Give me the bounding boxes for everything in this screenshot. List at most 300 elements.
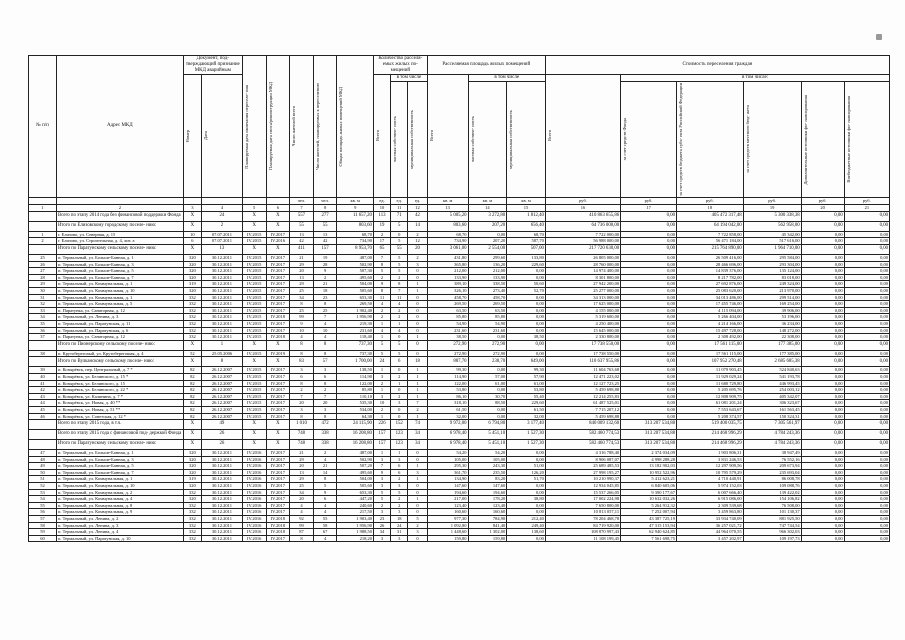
- table-cell: 54,20: [427, 450, 468, 457]
- table-cell: 21: [290, 450, 314, 457]
- table-cell: 0,00: [507, 535, 546, 542]
- column-number-cell: 14: [468, 204, 507, 211]
- table-cell: 4: [313, 456, 337, 463]
- table-cell: 0,00: [621, 357, 677, 367]
- table-cell: 209 673,94: [743, 463, 801, 470]
- table-cell: 213 970,00: [743, 288, 801, 295]
- table-cell: IV.2018: [266, 314, 290, 321]
- table-cell: 502,90: [337, 456, 374, 463]
- table-cell: 1: [408, 393, 427, 400]
- table-cell: 0,00: [844, 294, 889, 301]
- table-row: [29, 489, 890, 496]
- table-cell: 3: [290, 406, 314, 413]
- table-cell: 0,00: [507, 314, 546, 321]
- table-cell: 2 309 539,68: [677, 502, 744, 509]
- table-cell: 12 214 255,83: [545, 393, 620, 400]
- table-cell: IV.2017: [266, 301, 290, 308]
- table-cell: 0,00: [621, 340, 677, 350]
- table-cell: 332: [183, 294, 201, 301]
- table-cell: 332: [183, 516, 201, 523]
- table-cell: 30.12.2011: [202, 469, 243, 476]
- table-cell: IV.2017: [266, 393, 290, 400]
- table-cell: IV.2017: [266, 294, 290, 301]
- table-cell: 7 561 698,75: [621, 535, 677, 542]
- table-row: [29, 463, 890, 470]
- table-cell: 34 013 486,00: [677, 294, 744, 301]
- table-row: [29, 387, 890, 394]
- table-cell: 226: [373, 420, 390, 430]
- table-cell: IV.2015: [242, 261, 266, 268]
- table-cell: 11 929 029,24: [677, 373, 744, 380]
- table-cell: 0,00: [801, 238, 844, 245]
- col-cost-extra2: Внебюджетные источники фи- нансирования: [845, 96, 851, 183]
- table-cell: 32: [29, 301, 57, 308]
- table-cell: 841,40: [468, 522, 507, 529]
- table-cell: 54: [29, 496, 57, 503]
- table-cell: 30.12.2011: [202, 476, 243, 483]
- table-cell: 235 693,04: [743, 469, 801, 476]
- table-cell: 5 319 600,00: [545, 314, 620, 321]
- address-cell: Итого по Паратунскому сельскому поселе- нию:: [56, 245, 183, 255]
- table-cell: 5 974 152,03: [677, 483, 744, 490]
- table-cell: 55,40: [507, 393, 546, 400]
- table-cell: 219,30: [337, 320, 374, 327]
- table-cell: 2: [408, 231, 427, 238]
- table-cell: 487,00: [337, 255, 374, 262]
- table-cell: 33: [29, 307, 57, 314]
- table-cell: IV.2017: [266, 261, 290, 268]
- address-cell: Всего по этапу 2015 года, в т.ч.: [56, 420, 183, 430]
- table-cell: 34: [290, 294, 314, 301]
- column-number-cell: 1: [29, 204, 57, 211]
- table-cell: X: [266, 430, 290, 440]
- table-cell: 656,40: [507, 221, 546, 231]
- table-cell: 53: [29, 489, 57, 496]
- table-cell: 85,80: [337, 387, 374, 394]
- scan-mark: [876, 34, 882, 40]
- table-cell: IV.2016: [242, 489, 266, 496]
- col-cost-local: за счет средств местного бюд- жета: [744, 105, 750, 174]
- table-cell: 13: [290, 231, 314, 238]
- table-cell: 9: [290, 320, 314, 327]
- table-cell: 30.12.2011: [202, 489, 243, 496]
- table-cell: 238,70: [468, 357, 507, 367]
- unit-cell: [183, 197, 201, 204]
- unit-cell: кв. м: [337, 197, 374, 204]
- table-cell: 4: [290, 334, 314, 341]
- table-cell: 30.12.2011: [202, 314, 243, 321]
- table-cell: 4: [391, 327, 408, 334]
- table-cell: 25 083 620,00: [677, 288, 744, 295]
- table-cell: 4: [290, 509, 314, 516]
- table-cell: 207,20: [468, 238, 507, 245]
- table-cell: 1: [408, 496, 427, 503]
- table-cell: 8: [391, 281, 408, 288]
- table-cell: 28: [29, 274, 57, 281]
- table-row: [29, 281, 890, 288]
- col-demolition-date: Планируемая дата сноса/реконструкции МКД: [267, 82, 273, 171]
- table-cell: 0,00: [844, 509, 889, 516]
- table-cell: 2 308 492,00: [677, 334, 744, 341]
- table-cell: 30.12.2011: [202, 496, 243, 503]
- table-cell: 0,00: [468, 334, 507, 341]
- table-cell: 1: [408, 380, 427, 387]
- table-cell: 11 604 763,68: [545, 367, 620, 374]
- table-cell: IV.2017: [266, 502, 290, 509]
- table-cell: 83,20: [468, 476, 507, 483]
- unit-cell: ед.: [408, 197, 427, 204]
- address-cell: п. Козырёвск, ул. Калинина, д. 7 *: [56, 393, 183, 400]
- col-area-incl: в том числе: [468, 75, 545, 82]
- table-cell: 76 552,16: [743, 456, 801, 463]
- table-cell: 30.12.2011: [202, 274, 243, 281]
- table-cell: 446 993,45: [743, 380, 801, 387]
- table-cell: 8: [313, 380, 337, 387]
- table-cell: X: [242, 420, 266, 430]
- table-cell: 35: [29, 320, 57, 327]
- table-cell: 0,00: [844, 522, 889, 529]
- table-cell: 14 839 376,00: [677, 268, 744, 275]
- table-cell: 217,00: [427, 496, 468, 503]
- table-cell: 0,00: [801, 387, 844, 394]
- table-cell: 410 863 655,86: [545, 211, 620, 221]
- table-cell: 64 194 042,00: [677, 221, 744, 231]
- table-cell: 30.12.2011: [202, 320, 243, 327]
- table-cell: 18: [408, 357, 427, 367]
- table-cell: 7 252 007,94: [621, 509, 677, 516]
- table-cell: 332: [183, 314, 201, 321]
- table-cell: 0,00: [801, 529, 844, 536]
- table-cell: 30.12.2011: [202, 535, 243, 542]
- address-cell: Итого по Вулканскому сельскому поселе- нию:: [56, 357, 183, 367]
- table-cell: 57: [313, 357, 337, 367]
- table-cell: 0,00: [844, 502, 889, 509]
- table-cell: 0,00: [844, 420, 889, 430]
- subtotal-row: [29, 357, 890, 367]
- table-cell: 8 906 087,07: [545, 456, 620, 463]
- table-cell: 21: [290, 255, 314, 262]
- table-cell: 0,00: [621, 231, 677, 238]
- table-row: [29, 456, 890, 463]
- table-cell: 1 527,30: [507, 440, 546, 450]
- table-cell: 0,00: [801, 314, 844, 321]
- table-cell: 30.12.2011: [202, 483, 243, 490]
- table-cell: IV.2016: [242, 535, 266, 542]
- table-cell: 405 472 317,48: [677, 211, 744, 221]
- table-cell: 33 934 740,09: [677, 516, 744, 523]
- unit-cell: руб.: [743, 197, 801, 204]
- table-cell: 44: [29, 400, 57, 407]
- table-cell: 1: [408, 387, 427, 394]
- address-cell: п. Термальный, ул. Коммунальная, д. 9: [56, 509, 183, 516]
- table-cell: IV.2017: [266, 483, 290, 490]
- table-cell: 2: [391, 393, 408, 400]
- table-cell: 24: [202, 211, 243, 221]
- table-cell: 8: [313, 340, 337, 350]
- table-cell: 0,00: [621, 281, 677, 288]
- table-cell: 582 460 774,53: [545, 430, 620, 440]
- table-cell: 0: [408, 294, 427, 301]
- table-cell: 113: [373, 211, 390, 221]
- table-cell: 13: [290, 274, 314, 281]
- table-cell: 19: [313, 255, 337, 262]
- address-cell: Итого по Паратунскому сельскому поселе- нию:: [56, 440, 183, 450]
- col-rooms-private: частная собствен- ность: [392, 116, 398, 163]
- table-cell: IV.2015: [242, 320, 266, 327]
- table-cell: 2: [313, 387, 337, 394]
- table-cell: 0: [391, 367, 408, 374]
- table-cell: 2: [290, 387, 314, 394]
- table-cell: 12: [408, 238, 427, 245]
- table-cell: 0: [408, 502, 427, 509]
- table-cell: IV.2016: [242, 483, 266, 490]
- table-cell: 8 953,70: [337, 245, 374, 255]
- table-cell: 0,00: [844, 535, 889, 542]
- table-cell: 4 250 400,00: [545, 320, 620, 327]
- table-cell: 0,00: [621, 387, 677, 394]
- address-cell: п. Крутоберегоаый, ул. Крутоберегошая, д. 4: [56, 350, 183, 357]
- table-cell: 19: [373, 221, 390, 231]
- table-cell: 4: [313, 509, 337, 516]
- table-cell: 0,00: [507, 307, 546, 314]
- address-cell: п. Термальный, ул. Коммунальная, д. 1: [56, 476, 183, 483]
- table-cell: 0,00: [801, 268, 844, 275]
- table-cell: 82: [183, 413, 201, 420]
- table-cell: 212,00: [427, 268, 468, 275]
- table-cell: 99,30: [427, 367, 468, 374]
- table-cell: 31: [391, 529, 408, 536]
- table-cell: 507,30: [337, 268, 374, 275]
- table-cell: 82: [183, 367, 201, 374]
- table-cell: [29, 211, 57, 221]
- table-cell: 447,20: [337, 496, 374, 503]
- table-cell: 0,00: [844, 440, 889, 450]
- table-cell: 1: [373, 320, 390, 327]
- address-cell: п. Термальный, ул. Паратунская, д. 10: [56, 535, 183, 542]
- table-cell: 0: [408, 307, 427, 314]
- table-cell: 5 005,20: [427, 211, 468, 221]
- table-row: [29, 450, 890, 457]
- table-cell: 1 010: [290, 420, 314, 430]
- address-cell: п. Термальный, ул. Паратунская, д. 6: [56, 327, 183, 334]
- table-cell: 6: [313, 373, 337, 380]
- table-cell: 133,90: [468, 274, 507, 281]
- table-cell: 0,00: [844, 340, 889, 350]
- table-cell: 0,00: [621, 245, 677, 255]
- table-cell: 20: [290, 496, 314, 503]
- table-cell: 10 952 522,96: [621, 469, 677, 476]
- table-cell: 12 297 909,56: [677, 463, 744, 470]
- table-cell: 5 205 695,76: [677, 387, 744, 394]
- table-cell: 38,80: [507, 496, 546, 503]
- table-cell: 235,50: [468, 469, 507, 476]
- address-cell: п. Козырёвск, ул. Советская, д. 12 *: [56, 413, 183, 420]
- table-cell: 8: [290, 535, 314, 542]
- table-cell: 123: [391, 430, 408, 440]
- table-cell: 56 988 000,00: [545, 238, 620, 245]
- col-cost-incl: в том числе:: [621, 75, 890, 82]
- table-cell: 34: [29, 314, 57, 321]
- table-cell: 20: [290, 463, 314, 470]
- table-cell: 3: [373, 535, 390, 542]
- table-cell: 39 906,00: [743, 307, 801, 314]
- table-cell: 0,00: [801, 274, 844, 281]
- table-cell: 58: [29, 522, 57, 529]
- table-cell: 30.12.2011: [202, 255, 243, 262]
- table-cell: 21: [313, 281, 337, 288]
- table-cell: 881 925,50: [743, 516, 801, 523]
- table-cell: 2: [408, 406, 427, 413]
- table-row: [29, 350, 890, 357]
- unit-cell: кв. м: [468, 197, 507, 204]
- table-cell: 78 204 468,78: [545, 516, 620, 523]
- table-cell: 0,00: [801, 406, 844, 413]
- table-cell: 8: [373, 288, 390, 295]
- address-cell: п. Термальный, ул. Паратунская, д. 11: [56, 320, 183, 327]
- table-cell: IV.2015: [242, 274, 266, 281]
- table-cell: 4 998 288,28: [621, 456, 677, 463]
- table-cell: 25: [29, 255, 57, 262]
- table-row: [29, 516, 890, 523]
- table-cell: 17 002 224,98: [545, 496, 620, 503]
- table-cell: 0,00: [621, 413, 677, 420]
- table-cell: 2: [373, 307, 390, 314]
- address-cell: п. Паратунка, ул. Санаторная, д. 12: [56, 307, 183, 314]
- table-row: [29, 380, 890, 387]
- table-cell: 29: [290, 456, 314, 463]
- table-cell: 30.12.2011: [202, 516, 243, 523]
- table-cell: 306 323,67: [743, 400, 801, 407]
- table-cell: 37: [29, 334, 57, 341]
- column-number-cell: 4: [202, 204, 243, 211]
- table-cell: 0,00: [801, 307, 844, 314]
- table-cell: 272,90: [468, 350, 507, 357]
- col-rooms-total: Всего: [374, 130, 380, 142]
- table-cell: 53 196,00: [743, 314, 801, 321]
- table-cell: 966 302,03: [743, 529, 801, 536]
- table-row: [29, 509, 890, 516]
- table-cell: 0: [408, 350, 427, 357]
- table-cell: 0,00: [621, 268, 677, 275]
- table-cell: 0: [391, 413, 408, 420]
- table-cell: IV.2015: [242, 281, 266, 288]
- table-cell: 8: [313, 350, 337, 357]
- table-cell: IV.2015: [242, 255, 266, 262]
- table-cell: 0,00: [621, 373, 677, 380]
- table-cell: 9 390 177,67: [621, 489, 677, 496]
- table-cell: 5: [391, 350, 408, 357]
- table-cell: 136,20: [468, 261, 507, 268]
- table-cell: 0,00: [621, 261, 677, 268]
- table-cell: 0: [408, 535, 427, 542]
- table-cell: 147,60: [468, 483, 507, 490]
- table-cell: 4: [373, 327, 390, 334]
- column-number-cell: 20: [801, 204, 844, 211]
- table-cell: 0,00: [844, 456, 889, 463]
- table-cell: IV.2017: [266, 496, 290, 503]
- table-row: [29, 522, 890, 529]
- table-cell: 1: [29, 231, 57, 238]
- table-cell: 0,00: [844, 301, 889, 308]
- address-cell: п. Термальный, ул. Больше-Банная, д. 1: [56, 450, 183, 457]
- table-cell: 26.12.2007: [202, 380, 243, 387]
- table-cell: 49: [202, 420, 243, 430]
- table-cell: 59: [29, 529, 57, 536]
- subtotal-row: [29, 211, 890, 221]
- table-cell: 0,00: [468, 413, 507, 420]
- table-cell: IV.2017: [266, 255, 290, 262]
- table-cell: 88,50: [468, 400, 507, 407]
- table-cell: 748: [290, 430, 314, 440]
- table-cell: 562 958,00: [743, 221, 801, 231]
- table-cell: 557: [290, 211, 314, 221]
- table-cell: 2: [391, 502, 408, 509]
- table-row: [29, 268, 890, 275]
- subtotal-row: [29, 430, 890, 440]
- table-cell: 2: [373, 380, 390, 387]
- table-cell: 17 625 000,00: [545, 301, 620, 308]
- table-cell: 338: [313, 440, 337, 450]
- table-cell: 2: [391, 307, 408, 314]
- table-cell: 320: [183, 288, 201, 295]
- table-cell: 0,00: [801, 535, 844, 542]
- table-cell: 0,00: [844, 387, 889, 394]
- column-number-cell: 9: [337, 204, 374, 211]
- table-cell: 11 079 903,45: [677, 367, 744, 374]
- table-cell: 214 468 996,29: [677, 430, 744, 440]
- table-cell: [29, 430, 57, 440]
- table-cell: 60: [29, 535, 57, 542]
- table-cell: 10 813 057,11: [545, 509, 620, 516]
- table-cell: 5: [391, 221, 408, 231]
- table-cell: 1: [408, 334, 427, 341]
- table-cell: 55: [391, 245, 408, 255]
- table-cell: 44 964 070,55: [677, 529, 744, 536]
- table-cell: IV.2015: [242, 380, 266, 387]
- col-residents: Число жителей всего: [291, 106, 297, 147]
- address-cell: п. Козырёвск, ул. Белинского, д. 22 *: [56, 387, 183, 394]
- table-cell: 1: [408, 476, 427, 483]
- table-cell: 7: [408, 400, 427, 407]
- table-cell: 0,00: [621, 307, 677, 314]
- column-number-cell: 13: [427, 204, 468, 211]
- table-cell: 51,00: [507, 463, 546, 470]
- table-cell: IV.2017: [266, 509, 290, 516]
- table-cell: 0: [408, 340, 427, 350]
- table-cell: 3: [373, 483, 390, 490]
- table-cell: IV.2017: [266, 535, 290, 542]
- table-cell: 26.12.2007: [202, 367, 243, 374]
- table-cell: 8: [290, 413, 314, 420]
- column-number-cell: 11: [391, 204, 408, 211]
- table-cell: 4: [391, 301, 408, 308]
- table-cell: 0,00: [844, 476, 889, 483]
- table-cell: 5: [391, 489, 408, 496]
- table-cell: 28 466 696,00: [677, 261, 744, 268]
- table-cell: 36 234,00: [743, 320, 801, 327]
- table-cell: 16 208,80: [337, 440, 374, 450]
- table-cell: IV.2017: [266, 231, 290, 238]
- table-cell: 4 784 243,36: [743, 430, 801, 440]
- table-cell: 177 385,00: [743, 350, 801, 357]
- table-cell: 150 324,31: [743, 413, 801, 420]
- table-cell: 110 637 955,86: [545, 357, 620, 367]
- table-cell: 5: [391, 268, 408, 275]
- table-cell: 541 193,78: [743, 373, 801, 380]
- table-cell: 313 207 534,88: [621, 420, 677, 430]
- table-cell: X: [183, 340, 201, 350]
- table-cell: 82: [183, 400, 201, 407]
